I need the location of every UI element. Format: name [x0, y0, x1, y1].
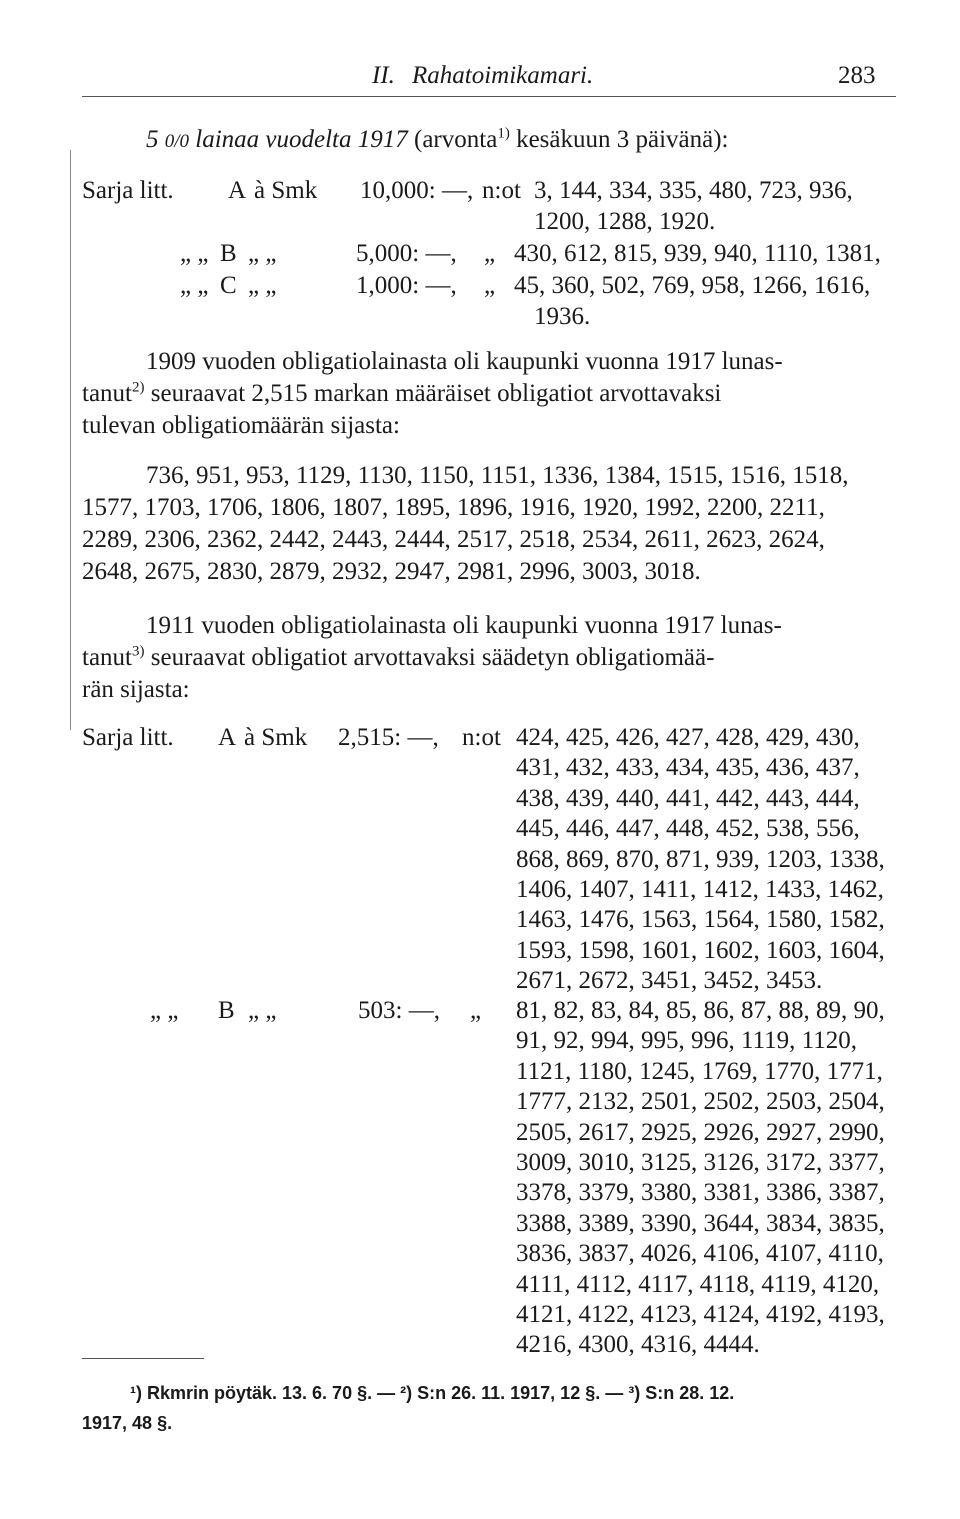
series-no: n:ot: [462, 724, 501, 751]
series-letter: B: [218, 997, 235, 1024]
series-numbers-line: 1593, 1598, 1601, 1602, 1603, 1604,: [516, 936, 885, 964]
series-numbers-line: 424, 425, 426, 427, 428, 429, 430,: [516, 724, 860, 751]
series-numbers-line: 4111, 4112, 4117, 4118, 4119, 4120,: [516, 1270, 880, 1298]
series-mid: „ „: [248, 240, 277, 267]
paragraph-line: 1911 vuoden obligatiolainasta oli kaupunki vuonna 1917 lunas-: [146, 612, 782, 639]
series-numbers-line: 1200, 1288, 1920.: [534, 208, 716, 235]
series-numbers-line: 868, 869, 870, 871, 939, 1203, 1338,: [516, 845, 885, 873]
series-no: n:ot: [482, 177, 521, 204]
numbers-line: 2648, 2675, 2830, 2879, 2932, 2947, 2981, 2996, 3003, 3018.: [82, 558, 701, 585]
series-letter: A: [228, 177, 247, 204]
series-numbers-line: 1121, 1180, 1245, 1769, 1770, 1771,: [516, 1057, 883, 1085]
footnote-ref-1: 1): [497, 125, 510, 142]
numbers-line: 2289, 2306, 2362, 2442, 2443, 2444, 2517, 2518, 2534, 2611, 2623, 2624,: [82, 526, 825, 553]
footnote-line: 1917, 48 §.: [82, 1413, 173, 1433]
header-section: II.: [372, 62, 395, 89]
heading-pre: 5: [146, 126, 159, 153]
series-prefix: Sarja litt.: [82, 177, 174, 204]
series-mid: à Smk: [244, 724, 308, 751]
section-heading: [146, 124, 729, 157]
heading-italic: lainaa vuodelta 1917: [195, 126, 408, 153]
series-numbers-line: 3388, 3389, 3390, 3644, 3834, 3835,: [516, 1209, 885, 1237]
series-prefix: „ „: [150, 997, 179, 1024]
series-letter: C: [220, 272, 237, 299]
series-no: „: [484, 240, 496, 267]
paragraph-text: seuraavat obligatiot arvottavaksi säädetyn obligatiomää-: [150, 644, 715, 671]
series-numbers-line: 430, 612, 815, 939, 940, 1110, 1381,: [514, 240, 881, 267]
paragraph-line: tulevan obligatiomäärän sijasta:: [82, 412, 400, 439]
series-numbers-line: 1936.: [534, 303, 591, 330]
series-numbers-line: 2671, 2672, 3451, 3452, 3453.: [516, 967, 823, 995]
series-numbers-line: 438, 439, 440, 441, 442, 443, 444,: [516, 784, 860, 812]
paragraph-word: tanut: [82, 380, 132, 407]
paragraph-line: 1909 vuoden obligatiolainasta oli kaupunki vuonna 1917 lunas-: [146, 348, 783, 375]
scan-margin-line: [70, 150, 71, 730]
series-amount: 503: —,: [358, 997, 440, 1024]
series-numbers-line: 445, 446, 447, 448, 452, 538, 556,: [516, 815, 860, 843]
header-title: Rahatoimikamari.: [412, 62, 594, 89]
series-numbers-line: 2505, 2617, 2925, 2926, 2927, 2990,: [516, 1118, 885, 1146]
heading-roman: (arvonta: [414, 126, 498, 153]
series-numbers-line: 45, 360, 502, 769, 958, 1266, 1616,: [514, 272, 871, 299]
series-numbers-line: 81, 82, 83, 84, 85, 86, 87, 88, 89, 90,: [516, 997, 885, 1024]
series-numbers-line: 3836, 3837, 4026, 4106, 4107, 4110,: [516, 1240, 884, 1268]
series-amount: 1,000: —,: [356, 272, 457, 299]
footnote-ref-2: 2): [132, 379, 145, 396]
paragraph-line: [82, 642, 714, 673]
paragraph-word: tanut: [82, 644, 132, 671]
series-numbers-line: 4216, 4300, 4316, 4444.: [516, 1331, 760, 1359]
page-number: 283: [838, 62, 876, 89]
series-numbers-line: 1463, 1476, 1563, 1564, 1580, 1582,: [516, 906, 885, 934]
series-numbers-line: 3009, 3010, 3125, 3126, 3172, 3377,: [516, 1149, 885, 1176]
heading-post: kesäkuun 3 päivänä):: [516, 126, 729, 153]
series-no: „: [470, 997, 482, 1024]
series-numbers-line: 91, 92, 994, 995, 996, 1119, 1120,: [516, 1027, 857, 1055]
series-mid: „ „: [248, 272, 277, 299]
series-numbers-line: 1777, 2132, 2501, 2502, 2503, 2504,: [516, 1088, 885, 1116]
series-prefix: Sarja litt.: [82, 724, 174, 751]
series-numbers-line: 3378, 3379, 3380, 3381, 3386, 3387,: [516, 1179, 885, 1207]
footnote-ref-3: 3): [132, 643, 145, 660]
series-numbers-line: 3, 144, 334, 335, 480, 723, 936,: [534, 177, 853, 204]
series-numbers-line: 1406, 1407, 1411, 1412, 1433, 1462,: [516, 876, 884, 903]
paragraph-line: [82, 378, 721, 409]
series-amount: 10,000: —,: [360, 177, 474, 204]
series-amount: 2,515: —,: [338, 724, 439, 751]
series-numbers-line: 4121, 4122, 4123, 4124, 4192, 4193,: [516, 1301, 885, 1328]
series-numbers-line: 431, 432, 433, 434, 435, 436, 437,: [516, 754, 860, 782]
paragraph-line: rän sijasta:: [82, 676, 190, 703]
series-prefix: „ „: [180, 240, 209, 267]
series-mid: à Smk: [254, 177, 318, 204]
numbers-line: 736, 951, 953, 1129, 1130, 1150, 1151, 1336, 1384, 1515, 1516, 1518,: [146, 462, 849, 489]
series-letter: B: [220, 240, 237, 267]
series-no: „: [484, 272, 496, 299]
series-mid: „ „: [248, 997, 277, 1024]
numbers-line: 1577, 1703, 1706, 1806, 1807, 1895, 1896, 1916, 1920, 1992, 2200, 2211,: [82, 494, 825, 521]
series-letter: A: [218, 724, 237, 751]
header-rule: [82, 96, 896, 97]
series-amount: 5,000: —,: [356, 240, 457, 267]
paragraph-text: seuraavat 2,515 markan määräiset obligatiot arvottavaksi: [150, 380, 722, 407]
footnote-rule: [82, 1358, 204, 1359]
series-prefix: „ „: [180, 272, 209, 299]
footnote-line: ¹) Rkmrin pöytäk. 13. 6. 70 §. — ²) S:n 26. 11. 1917, 12 §. — ³) S:n 28. 12.: [130, 1383, 735, 1403]
heading-percent: 0/0: [164, 131, 190, 152]
